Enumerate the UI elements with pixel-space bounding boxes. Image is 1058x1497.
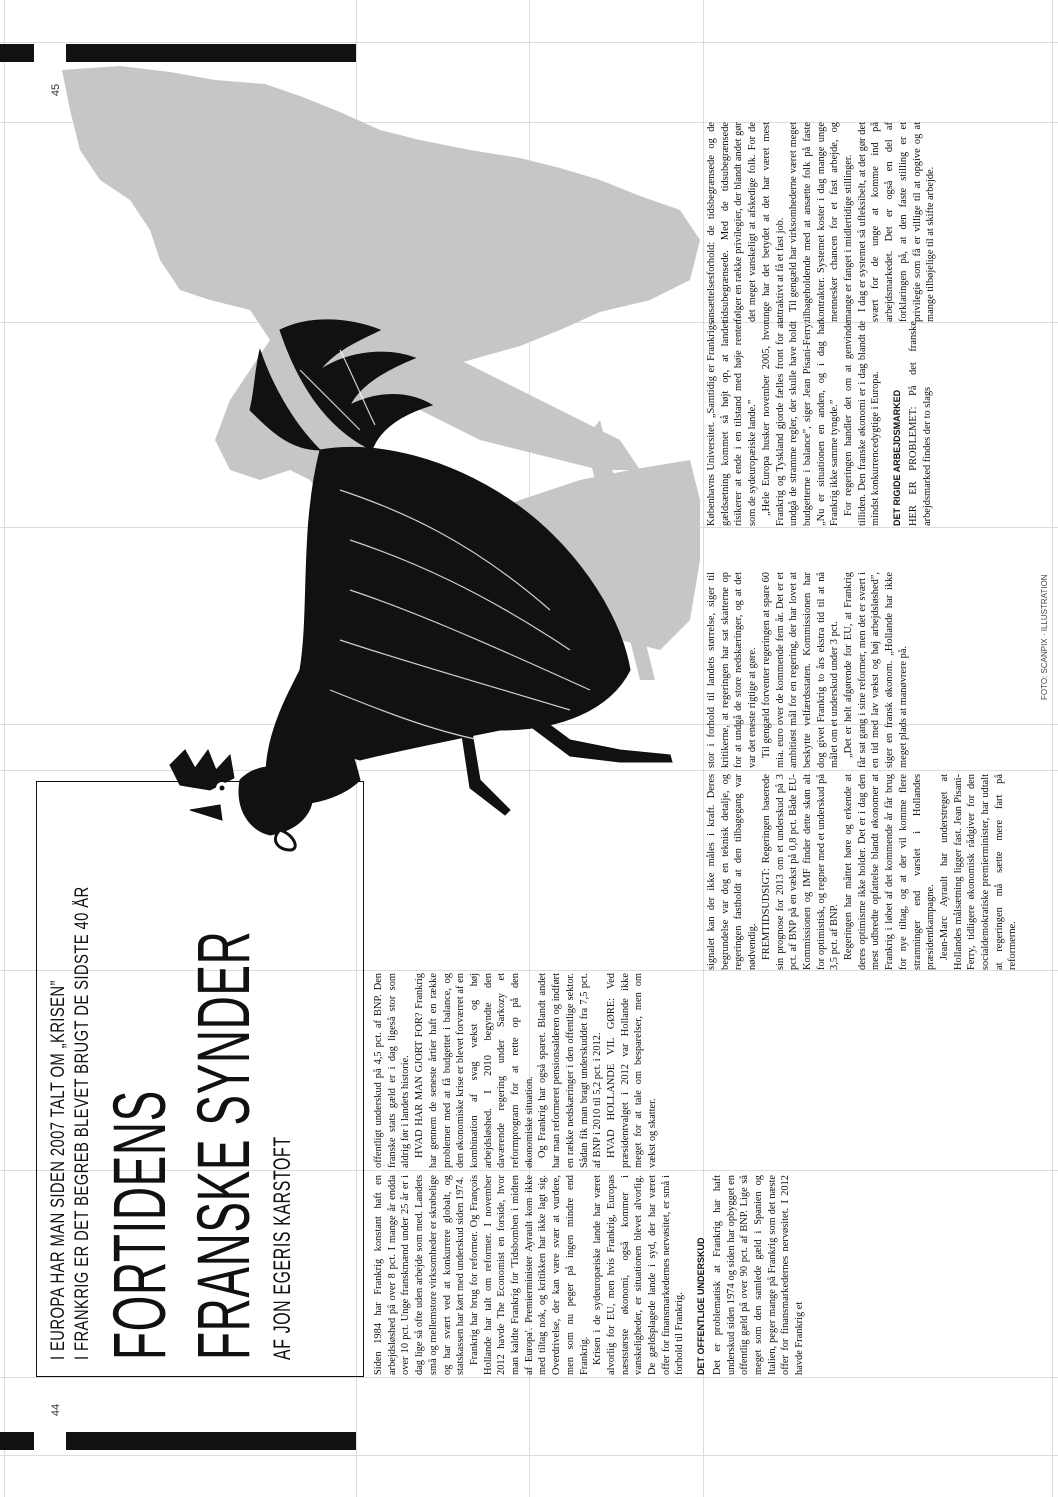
headline-title: FORTIDENS (98, 1090, 181, 1360)
paragraph: Til gengæld forventer regeringen at spare 60 mia. euro over de kommende fem år. Det er et ambitiøst mål for en regering, der har lovet at beskytte velfærdsstaten. Kommissionen har dog givet Frankrig to års ekstra tid til at nå målet om et underskud under 3 pct. (760, 572, 841, 768)
paragraph: HVAD HOLLANDE VIL GØRE: Ved præsidentvalget i 2012 var Hollande ikke meget for at tale om besparelser, men om vækst og skatter. (605, 973, 659, 1168)
paragraph: Jean-Marc Ayrault har understreget at Hollandes målsætning ligger fast. Jean Pisani-Ferry, tidligere økonomisk rådgiver for den socialdemokratiske premierminister, har udtalt at regeringen må sætte mere fart på reformerne. (938, 774, 1019, 970)
rooster-illustration-image (150, 310, 690, 850)
page-number-right: 45 (50, 83, 63, 97)
kicker-line: I EUROPA HAR MAN SIDEN 2007 TALT OM „KRISEN” (48, 980, 69, 1360)
subheading: DET RIGIDE ARBEJDSMARKED (892, 389, 903, 526)
article-column (705, 122, 1045, 322)
article-column (372, 973, 659, 1168)
paragraph: offentligt underskud på 4,5 pct. af BNP. Den franske stats gæld er i dag ligeså stor som aldrig før i landets historie. (373, 973, 412, 1168)
photo-credit: FOTO: SCANPIX · ILLUSTRATION (1040, 574, 1049, 700)
paragraph: HVAD HAR MAN GJORT FOR? Frankrig har gennem de seneste årtier haft en række problemer med at få budgettet i balance, og den økonomiske krise er blevet forværret af en kombination af svag vækst og høj arbejdsløshed. I 2010 begyndte den daværende regering under Sarkozy et reformprogram for at rette op på den økonomiske situation. (414, 973, 535, 1168)
subheading: DET OFFENTLIGE UNDERSKUD (696, 1237, 707, 1375)
byline: AF JON EGERIS KARSTOFT (269, 1136, 296, 1360)
paragraph: Siden 1984 har Frankrig konstant haft en arbejdsløshed på over 8 pct. I mange år endda over 10 pct. Unge franskmænd under 25 år er i dag lige så ofte uden arbejde som med. Landets små og mellemstore virksomheder er skrøbelige og har svært ved at konkurrere globalt, og statskassen har kørt med underskud siden 1974. (373, 1175, 467, 1375)
article-column (705, 321, 933, 526)
headline-box (36, 781, 364, 1377)
paragraph: Det er problematisk at Frankrig har haft underskud siden 1974 og siden har opbygget en offentlig gæld på over 90 pct. af BNP. Lige så meget som den samlede gæld i Spanien og Italien, peger mange på Frankrig som det næste offer for finansmarkedernes nervøsitet. I 2012 havde Frankrig et (711, 1175, 806, 1375)
paragraph: „Det er helt afgørende for EU, at Frankrig får sat gang i sine reformer, men det er svært i en tid med lav vækst og høj arbejdsløshed”, siger en fransk økonom. „Hollande har ikke meget plads at manøvrere på. (843, 572, 909, 768)
paragraph: Københavns Universitet. „Samtidig er Frankrigs gældsætning kommet så højt op, at landet risikerer at ende i en tilstand med høje renter som de sydeuropæiske lande.” (706, 321, 759, 526)
article-column (372, 1175, 806, 1375)
paragraph: HER ER PROBLEMET: På det franske arbejdsmarked findes der to slags (907, 321, 933, 526)
article-column (705, 774, 1019, 970)
headline-title: FRANSKE SYNDER (182, 930, 265, 1360)
paragraph: „Hele Europa husker november 2005, hvor Frankrig og Tyskland gjorde fælles front for at undgå de stramme regler, der skulle have holdt budgetterne i balance”, siger Jean Pisani-Ferry. „Nu er situationen en anden, og i dag har Frankrig ikke samme tyngde.” (760, 321, 841, 526)
paragraph: I dag er systemet så ufleksibelt, at det gør det svært for de unge at komme ind på arbejdsmarkedet. Det er også en del af forklaringen på, at den faste stilling er et privilegie som få er villige til at opgive og at mange tilbøjelige til at skifte arbejde. (856, 122, 937, 322)
paragraph: signalet kan der ikke måles i kraft. Deres begrundelse var dog en teknisk detalje, og regeringen fastholdt at den tilbagegang var nødvendig. (706, 774, 759, 970)
paragraph: Til gengæld har virksomhederne været meget tilbageholdende med at ansætte folk på faste kontrakter. Systemet koster i dag mange unge mennesker chancen for et fast arbejde, og mange er fanget i midlertidige stillinger. (788, 122, 855, 322)
paragraph: Og Frankrig har også sparet. Blandt andet har man reformeret pensionsalderen og indført en række nedskæringer i den offentlige sektor. Sådan fik man bragt underskuddet fra 7,5 pct. af BNP i 2010 til 5,2 pct. i 2012. (537, 973, 604, 1168)
paragraph: Krisen i de sydeuropæiske lande har været alvorlig for EU, men hvis Frankrig, Europas næststørste økonomi, også kommer i vanskeligheder, er situationen blevet alvorlig. De gældsplagede lande i syd, der har været offer for finansmarkedernes nervøsitet, er små i forhold til Frankrig. (592, 1175, 686, 1375)
paragraph: For regeringen handler det om at genvinde tilliden. Den franske økonomi er i dag blandt de mindst konkurrencedygtige i Europa. (843, 321, 882, 526)
article-column (705, 572, 909, 768)
paragraph: ansættelsesforhold: de tidsbegrænsede og de tidsubegrænsede. Med de tidsubegrænsede følger en række privilegier, der blandt andet gør det meget vanskeligt at afskedige folk. For de unge har det betydet at det har været mest attraktivt at få et fast job. (706, 122, 786, 322)
kicker-line: I FRANKRIG ER DET BEGREB BLEVET BRUGT DE SIDSTE 40 ÅR (72, 886, 93, 1360)
paragraph: FREMTIDSUDSIGT: Regeringen baserede sin prognose for 2013 om et underskud på 3 pct. af BNP på en vækst på 0,8 pct. Både EU-Kommissionen og IMF finder dette skøn alt for optimistisk, og regner med et underskud på 3,5 pct. af BNP. (760, 774, 841, 970)
paragraph: Regeringen har måttet høre og erkende at deres optimisme ikke holder. Det er i dag den mest udbredte opfattelse blandt økonomer at Frankrig i løbet af det kommende år får brug for nye tiltag, og at der vil komme flere stramninger end varslet i Hollandes præsidentkampagne. (843, 774, 937, 970)
paragraph: Frankrig har brug for reformer. Og François Hollande har talt om reformer. I november 2012 havde The Economist en forside, hvor man kaldte Frankrig for 'Tidsbomben i midten af Europa'. Premierminister Ayrault kom ikke med tiltag nok, og kritikken har ikke lagt sig. Overdrivelse, der kan være svær at vurdere, men som nu peger på ingen mindre end Frankrig. (468, 1175, 590, 1375)
page-number-left: 44 (50, 1403, 63, 1417)
paragraph: stor i forhold til landets størrelse, siger til kritikerne, at regeringen har sat skatterne op for at undgå de store nedskæringer, og at det var det eneste rigtige at gøre. (706, 572, 759, 768)
